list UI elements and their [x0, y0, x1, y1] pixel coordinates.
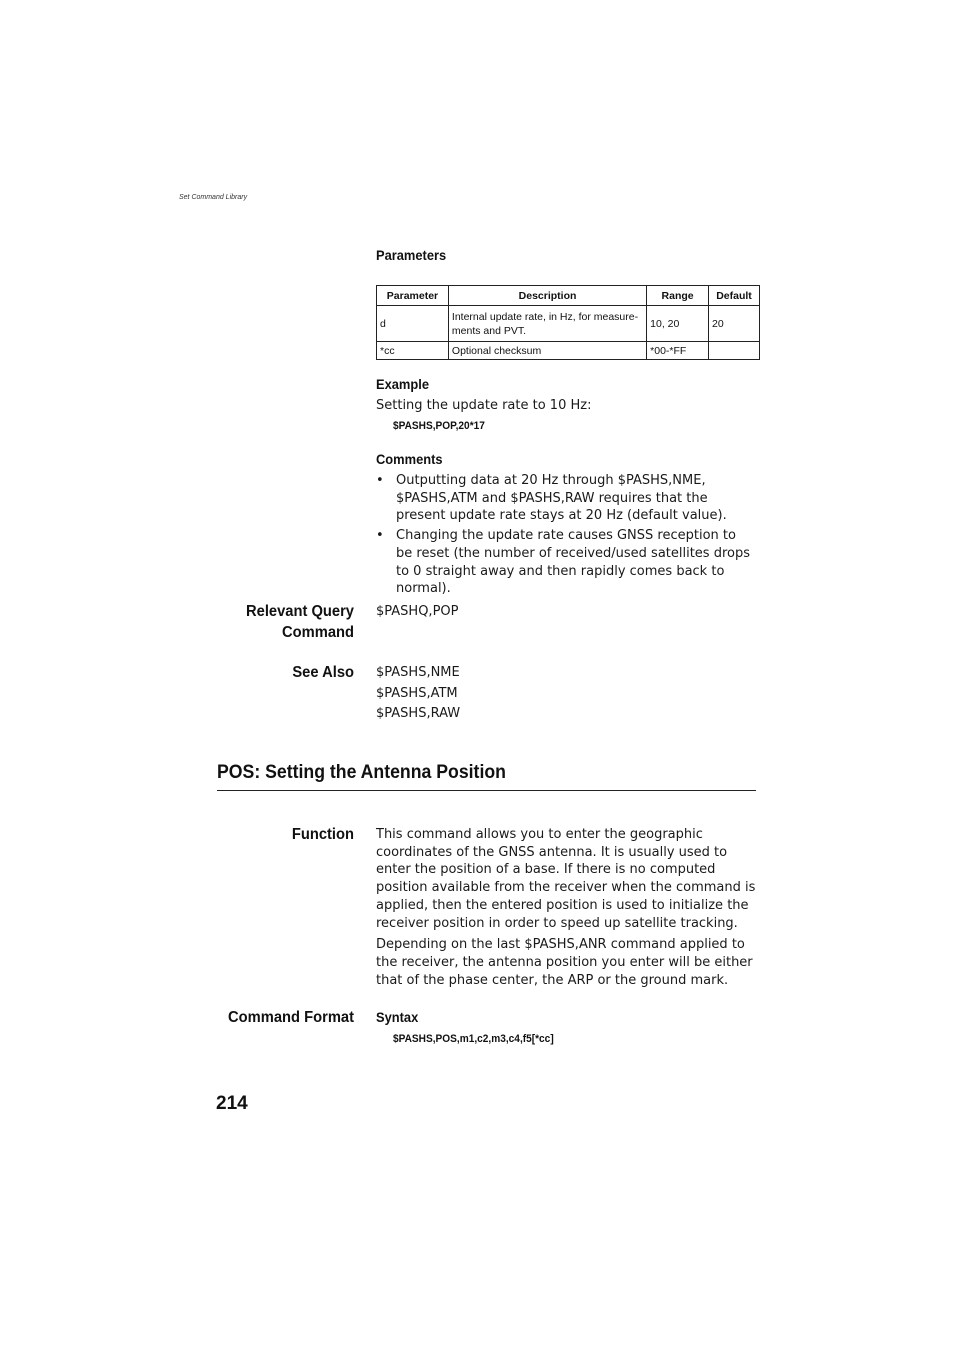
column-header: Range: [647, 286, 709, 306]
comments-list: [376, 472, 756, 600]
column-header: Default: [709, 286, 760, 306]
table-cell: Internal update rate, in Hz, for measure-ments and PVT.: [448, 306, 646, 342]
list-item: [376, 527, 756, 598]
bullet-icon: •: [376, 473, 384, 488]
relevant-query-label: [188, 601, 354, 643]
section-title: [217, 762, 756, 791]
table-cell: 20: [709, 306, 760, 342]
see-also-item: $PASHS,RAW: [376, 706, 461, 721]
table-cell: 10, 20: [647, 306, 709, 342]
example-command: $PASHS,POP,20*17: [393, 420, 485, 432]
column-header: Parameter: [377, 286, 449, 306]
table-header-row: [377, 286, 760, 306]
list-item: [376, 472, 756, 525]
parameters-heading: Parameters: [376, 247, 447, 263]
function-paragraph-1: This command allows you to enter the geographic coordinates of the GNSS antenna. It is usually used to enter the position of a base. If there is no computed position available from the receiver when the command is applied, then the entered position is used to initialize the receiver position in order to speed up satellite tracking.: [376, 827, 756, 931]
bullet-icon: •: [376, 528, 384, 544]
see-also-list: [376, 663, 460, 725]
function-paragraph-2: Depending on the last $PASHS,ANR command applied to the receiver, the antenna position you enter will be either that of the phase center, the ARP or the ground mark.: [376, 937, 753, 988]
table-cell: *00-*FF: [647, 342, 709, 360]
section-title-text: POS: Setting the Antenna Position: [217, 762, 506, 783]
see-also-item: $PASHS,ATM: [376, 685, 458, 701]
table-row: [377, 306, 760, 342]
column-header: Description: [448, 286, 646, 306]
table-row: [377, 342, 760, 360]
see-also-label: See Also: [292, 664, 354, 681]
table-cell: d: [377, 306, 449, 342]
parameters-table: [376, 285, 760, 360]
relevant-query-value: $PASHQ,POP: [376, 604, 459, 619]
table-cell: Optional checksum: [448, 342, 646, 360]
running-head: Set Command Library: [179, 194, 248, 201]
comment-text: Outputting data at 20 Hz through $PASHS,NME, $PASHS,ATM and $PASHS,RAW requires that the present update rate stays at 20 Hz (default value).: [396, 473, 727, 524]
example-heading: Example: [376, 376, 429, 392]
page-number: 214: [216, 1093, 248, 1114]
function-body: [376, 826, 756, 993]
relevant-query-label-line1: Relevant Query: [246, 603, 354, 620]
comment-text: Changing the update rate causes GNSS reception to be reset (the number of received/used satellites drops to 0 straight away and then rapidly comes back to normal).: [396, 528, 751, 597]
table-cell: *cc: [377, 342, 449, 360]
syntax-command: $PASHS,POS,m1,c2,m3,c4,f5[*cc]: [393, 1033, 554, 1045]
comments-heading: Comments: [376, 451, 443, 467]
table-cell: [709, 342, 760, 360]
example-text: Setting the update rate to 10 Hz:: [376, 398, 592, 413]
relevant-query-label-line2: Command: [282, 624, 354, 641]
command-format-label: Command Format: [228, 1009, 354, 1026]
syntax-heading: Syntax: [376, 1009, 419, 1025]
see-also-item: $PASHS,NME: [376, 665, 460, 680]
function-label: Function: [291, 826, 354, 843]
